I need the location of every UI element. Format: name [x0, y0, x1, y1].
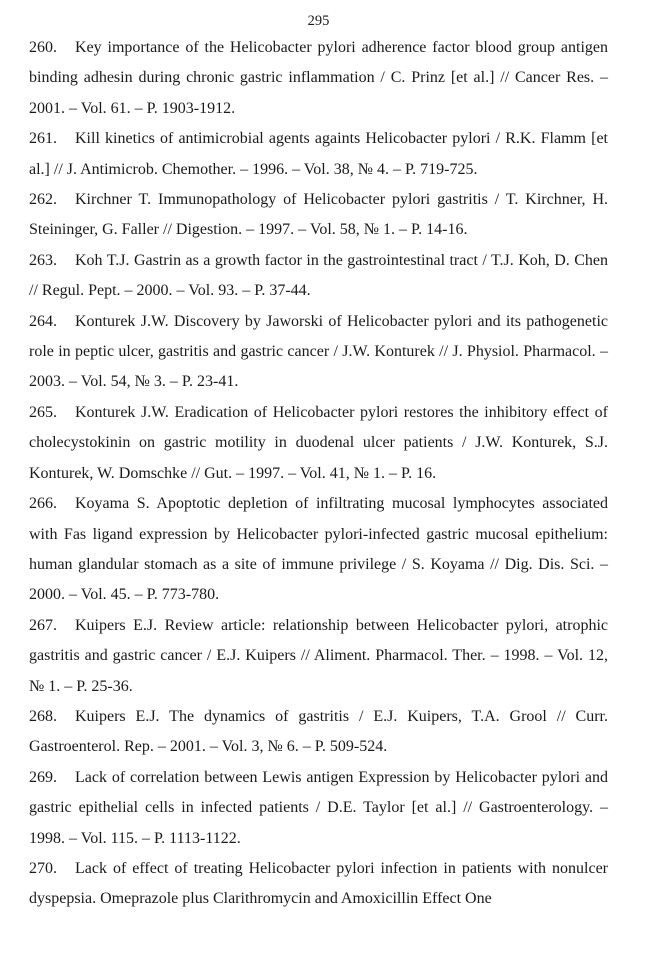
reference-number: 262.: [29, 191, 57, 209]
reference-number: 264.: [29, 312, 57, 330]
reference-text: Kuipers E.J. Review article: relationship between Helicobacter pylori, atrophic gastritis and gastric cancer / E.J. Kuipers // Aliment. Pharmacol. Ther. – 1998. – Vol. 12, № 1. – P. 25-36.: [29, 616, 608, 695]
reference-text: Konturek J.W. Discovery by Jaworski of Helicobacter pylori and its pathogenetic role in peptic ulcer, gastritis and gastric cancer / J.W. Konturek // J. Physiol. Pharmacol. – 2003. – Vol. 54, № 3. – P. 23-41.: [29, 312, 608, 391]
reference-number: 266.: [29, 495, 57, 513]
reference-item: [29, 398, 608, 489]
page-number: 295: [307, 13, 330, 29]
reference-text: Key importance of the Helicobacter pylori adherence factor blood group antigen binding adhesin during chronic gastric inflammation / C. Prinz [et al.] // Cancer Res. – 2001. – Vol. 61. – P. 1903-1912.: [29, 39, 608, 117]
reference-item: [29, 854, 608, 915]
reference-text: Kill kinetics of antimicrobial agents againts Helicobacter pylori / R.K. Flamm [et al.] // J. Antimicrob. Chemother. – 1996. – Vol. 38, № 4. – P. 719-725.: [29, 130, 608, 178]
reference-text: Kirchner T. Immunopathology of Helicobacter pylori gastritis / T. Kirchner, H. Steininger, G. Faller // Digestion. – 1997. – Vol. 58, № 1. – P. 14-16.: [29, 191, 608, 239]
reference-text: Lack of correlation between Lewis antigen Expression by Helicobacter pylori and gastric epithelial cells in infected patients / D.E. Taylor [et al.] // Gastroenterology. – 1998. – Vol. 115. – P. 1113-1122.: [29, 768, 608, 847]
reference-text: Koyama S. Apoptotic depletion of infiltrating mucosal lymphocytes associated with Fas ligand expression by Helicobacter pylori-infected gastric mucosal epithelium: human glandular stomach as a site of immune privilege / S. Koyama // Dig. Dis. Sci. – 2000. – Vol. 45. – P. 773-780.: [29, 495, 608, 604]
reference-text: Koh T.J. Gastrin as a growth factor in the gastrointestinal tract / T.J. Koh, D. Chen // Regul. Pept. – 2000. – Vol. 93. – P. 37-44.: [29, 251, 608, 300]
reference-item: [29, 489, 608, 611]
reference-item: [29, 307, 608, 398]
reference-number: 268.: [29, 707, 57, 725]
reference-item: [29, 702, 608, 763]
reference-item: [29, 33, 608, 124]
reference-item: [29, 611, 608, 702]
reference-number: 263.: [29, 251, 57, 269]
reference-number: 269.: [29, 768, 57, 786]
reference-number: 265.: [29, 403, 57, 421]
reference-item: [29, 246, 608, 307]
reference-number: 260.: [29, 39, 57, 56]
reference-number: 261.: [29, 130, 57, 148]
reference-text: Kuipers E.J. The dynamics of gastritis / E.J. Kuipers, T.A. Grool // Curr. Gastroenterol. Rep. – 2001. – Vol. 3, № 6. – P. 509-524.: [29, 707, 608, 756]
reference-item: [29, 124, 608, 185]
reference-text: Konturek J.W. Eradication of Helicobacter pylori restores the inhibitory effect of cholecystokinin on gastric motility in duodenal ulcer patients / J.W. Konturek, S.J. Konturek, W. Domschke // Gut. – 1997. – Vol. 41, № 1. – P. 16.: [29, 403, 608, 482]
reference-item: [29, 763, 608, 854]
reference-list: [29, 33, 608, 915]
reference-text: Lack of effect of treating Helicobacter pylori infection in patients with nonulcer dyspepsia. Omeprazole plus Clarithromycin and Amoxicillin Effect One: [29, 859, 608, 908]
reference-number: 267.: [29, 616, 57, 634]
reference-item: [29, 185, 608, 246]
reference-number: 270.: [29, 859, 57, 877]
